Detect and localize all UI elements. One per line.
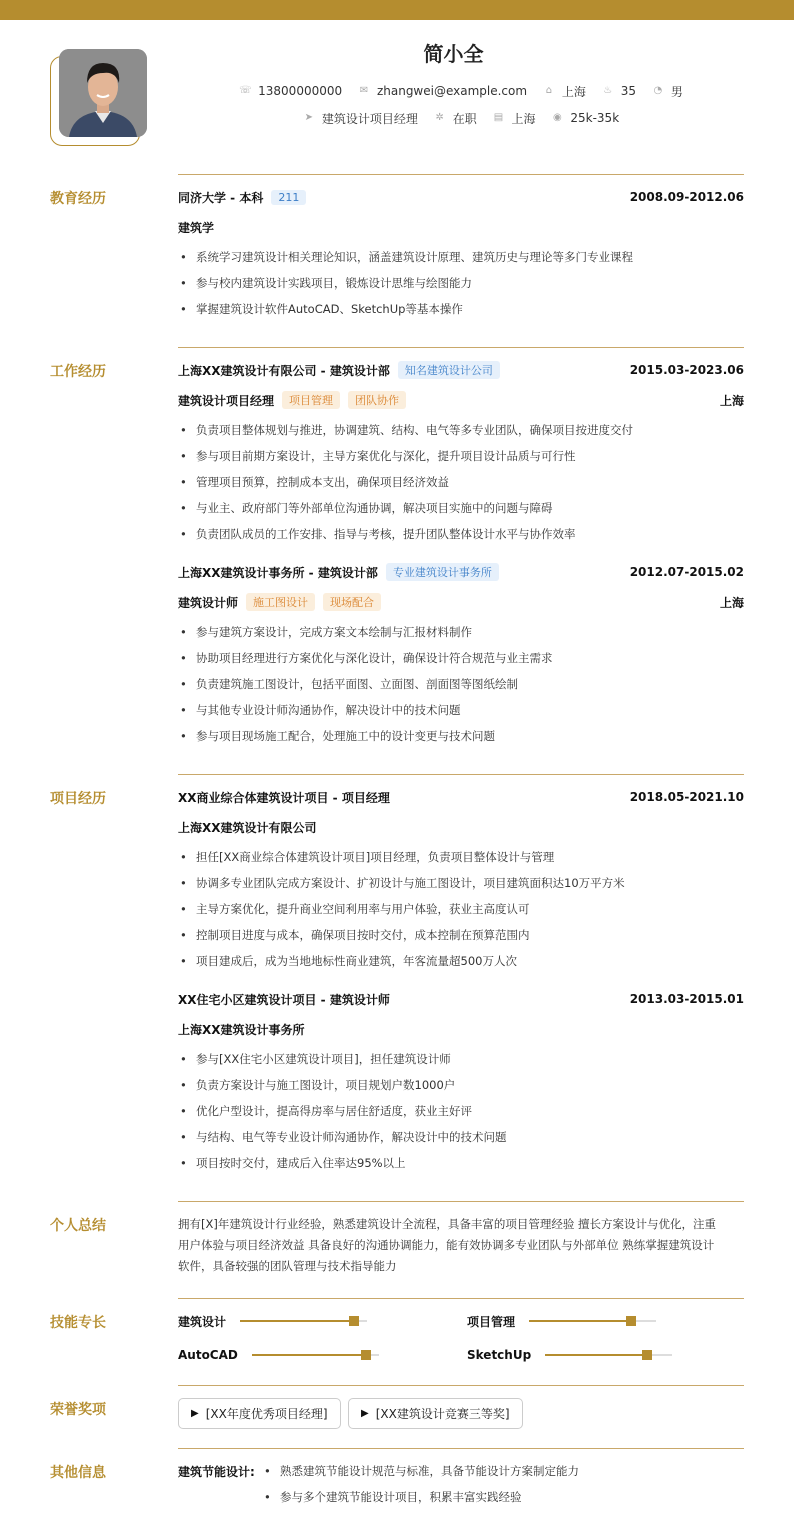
list-item: • 负责项目整体规划与推进，协调建筑、结构、电气等多专业团队，确保项目按进度交付 [178,421,744,447]
job-2-bullets [178,623,744,753]
list-item: • 参与项目现场施工配合，处理施工中的设计变更与技术问题 [178,727,744,753]
skill-item [178,1346,379,1364]
job-1-role [178,391,744,409]
list-item: • 与业主、政府部门等外部单位沟通协调，解决项目实施中的问题与障碍 [178,499,744,525]
list-item: • 项目建成后，成为当地地标性商业建筑，年客流量超500万人次 [178,952,744,978]
role-name: 建筑设计项目经理 [178,393,275,408]
skill-name: SketchUp [467,1348,532,1362]
skill-bar [545,1354,672,1356]
job-date: 2015.03-2023.06 [629,363,744,377]
project-date: 2013.03-2015.01 [629,992,744,1006]
summary-text [178,1214,744,1277]
cake-icon: ♨ [603,85,613,96]
list-item: • 参与多个建筑节能设计项目，积累丰富实践经验 [262,1488,744,1514]
project-1-bullets [178,848,744,978]
role-tag: 项目管理 [282,391,340,409]
gender-icon: ◔ [653,85,663,96]
list-item: • 系统学习建筑设计相关理论知识，涵盖建筑设计原理、建筑历史与理论等多门专业课程 [178,248,744,274]
list-item: • 控制项目进度与成本，确保项目按时交付，成本控制在预算范围内 [178,926,744,952]
project-name: XX商业综合体建筑设计项目 - 项目经理 [178,790,390,805]
status-text: 在职 [452,111,477,126]
send-icon: ➤ [304,112,314,123]
building-icon: ▤ [493,112,504,123]
awards-divider [178,1385,744,1386]
skill-bar [252,1354,379,1356]
projects-divider [178,774,744,775]
skills-title: 技能专长 [50,1315,106,1331]
role-tag: 团队协作 [348,391,406,409]
email-text: zhangwei@example.com [376,84,528,98]
city-item [543,83,586,100]
awards-title: 荣誉奖项 [50,1402,106,1418]
job-date: 2012.07-2015.02 [629,565,744,579]
company-tag: 专业建筑设计事务所 [386,563,499,581]
age-text: 35 [620,84,637,98]
skill-item [467,1312,656,1330]
company-name: 上海XX建筑设计事务所 - 建筑设计部 [178,565,378,580]
salary-text: 25k-35k [570,111,620,125]
skill-knob [349,1316,359,1326]
list-item: • 主导方案优化，提升商业空间利用率与用户体验，获业主高度认可 [178,900,744,926]
award-chip [178,1398,341,1429]
other-label: 建筑节能设计: [178,1465,255,1479]
project-company: 上海XX建筑设计有限公司 [178,820,317,835]
skill-bar [529,1320,656,1322]
list-item: • 负责团队成员的工作安排、指导与考核，提升团队整体设计水平与协作效率 [178,525,744,551]
list-item: • 项目按时交付，建成后入住率达95%以上 [178,1154,744,1180]
list-item: • 协助项目经理进行方案优化与深化设计，确保设计符合规范与业主需求 [178,649,744,675]
list-item: • 管理项目预算，控制成本支出，确保项目经济效益 [178,473,744,499]
play-icon: ▶ [361,1408,369,1419]
target-city-item [493,110,536,127]
list-item: • 优化户型设计，提高得房率与居住舒适度，获业主好评 [178,1102,744,1128]
summary-line: 用户体验与项目经济效益 具备良好的沟通协调能力，能有效协调多专业团队与外部单位 熟练掌握建筑设计 [178,1238,715,1252]
skill-name: AutoCAD [178,1348,238,1362]
role-name: 建筑设计师 [178,595,239,610]
contact-row [178,82,744,100]
mail-icon: ✉ [359,85,369,96]
role-tag: 施工图设计 [246,593,315,611]
skill-name: 建筑设计 [178,1314,227,1329]
summary-divider [178,1201,744,1202]
skill-fill [529,1320,631,1322]
skill-fill [545,1354,647,1356]
job-location: 上海 [719,393,744,408]
other-divider [178,1448,744,1449]
education-divider [178,174,744,175]
salary-item [551,111,619,125]
top-accent-bar [0,0,794,20]
skill-item [178,1312,367,1330]
company-name: 上海XX建筑设计有限公司 - 建筑设计部 [178,363,390,378]
role-tag: 现场配合 [323,593,381,611]
skill-knob [642,1350,652,1360]
summary-line: 软件，具备较强的团队管理与技术指导能力 [178,1259,397,1273]
education-date: 2008.09-2012.06 [629,190,744,204]
award-text: [XX建筑设计竞赛三等奖] [375,1407,510,1421]
project-2-header [178,990,744,1008]
project-1-company [178,818,744,836]
list-item: • 协调多专业团队完成方案设计、扩初设计与施工图设计，项目建筑面积达10万平方米 [178,874,744,900]
gender-item [652,83,683,100]
project-date: 2018.05-2021.10 [629,790,744,804]
list-item: • 参与[XX住宅小区建筑设计项目]，担任建筑设计师 [178,1050,744,1076]
status-item [434,110,477,127]
play-icon: ▶ [191,1408,199,1419]
list-item: • 担任[XX商业综合体建筑设计项目]项目经理，负责项目整体设计与管理 [178,848,744,874]
list-item: • 负责方案设计与施工图设计，项目规划户数1000户 [178,1076,744,1102]
list-item: • 负责建筑施工图设计，包括平面图、立面图、剖面图等图纸绘制 [178,675,744,701]
list-item: • 参与项目前期方案设计，主导方案优化与深化，提升项目设计品质与可行性 [178,447,744,473]
skill-item [467,1346,672,1364]
skill-fill [240,1320,354,1322]
company-tag: 知名建筑设计公司 [398,361,500,379]
work-divider [178,347,744,348]
list-item: • 参与校内建筑设计实践项目，锻炼设计思维与绘图能力 [178,274,744,300]
skill-name: 项目管理 [467,1314,516,1329]
school-name: 同济大学 - 本科 [178,190,264,205]
phone-icon: ☏ [239,85,252,96]
list-item: • 参与建筑方案设计，完成方案文本绘制与汇报材料制作 [178,623,744,649]
summary-title: 个人总结 [50,1218,106,1234]
job-1-bullets [178,421,744,551]
list-item: • 与结构、电气等专业设计师沟通协作，解决设计中的技术问题 [178,1128,744,1154]
work-title: 工作经历 [50,364,106,380]
project-name: XX住宅小区建筑设计项目 - 建筑设计师 [178,992,390,1007]
major-name: 建筑学 [178,220,215,235]
phone-text: 13800000000 [258,84,343,98]
project-2-company [178,1020,744,1038]
skill-bar [240,1320,367,1322]
position-text: 建筑设计项目经理 [321,111,418,126]
candidate-name: 简小全 [423,42,484,66]
intention-row [178,109,744,127]
city-text: 上海 [561,84,586,99]
major-row [178,218,744,236]
skill-fill [252,1354,366,1356]
award-text: [XX年度优秀项目经理] [205,1407,328,1421]
job-location: 上海 [719,595,744,610]
list-item: • 掌握建筑设计软件AutoCAD、SketchUp等基本操作 [178,300,744,326]
list-item: • 与其他专业设计师沟通协作，解决设计中的技术问题 [178,701,744,727]
job-1-header [178,361,744,379]
project-1-header [178,788,744,806]
coin-icon: ◉ [553,112,562,123]
job-2-header [178,563,744,581]
school-tag: 211 [271,190,306,205]
project-company: 上海XX建筑设计事务所 [178,1022,305,1037]
skill-knob [361,1350,371,1360]
job-2-role [178,593,744,611]
email-item [358,84,527,98]
summary-line: 拥有[X]年建筑设计行业经验，熟悉建筑设计全流程，具备丰富的项目管理经验 擅长方案设计与优化，注重 [178,1217,717,1231]
position-item [303,110,418,127]
gender-text: 男 [670,84,683,99]
education-header [178,188,744,206]
other-title: 其他信息 [50,1465,106,1481]
skills-divider [178,1298,744,1299]
award-chip [348,1398,523,1429]
education-title: 教育经历 [50,191,106,207]
other-bullets [262,1462,744,1514]
home-icon: ⌂ [545,85,553,96]
age-item [602,84,636,98]
education-bullets [178,248,744,326]
list-item: • 熟悉建筑节能设计规范与标准，具备节能设计方案制定能力 [262,1462,744,1488]
target-city-text: 上海 [511,111,536,126]
project-2-bullets [178,1050,744,1180]
skill-knob [626,1316,636,1326]
gear-icon: ✲ [435,112,444,123]
projects-title: 项目经历 [50,791,106,807]
phone-item [239,84,342,98]
